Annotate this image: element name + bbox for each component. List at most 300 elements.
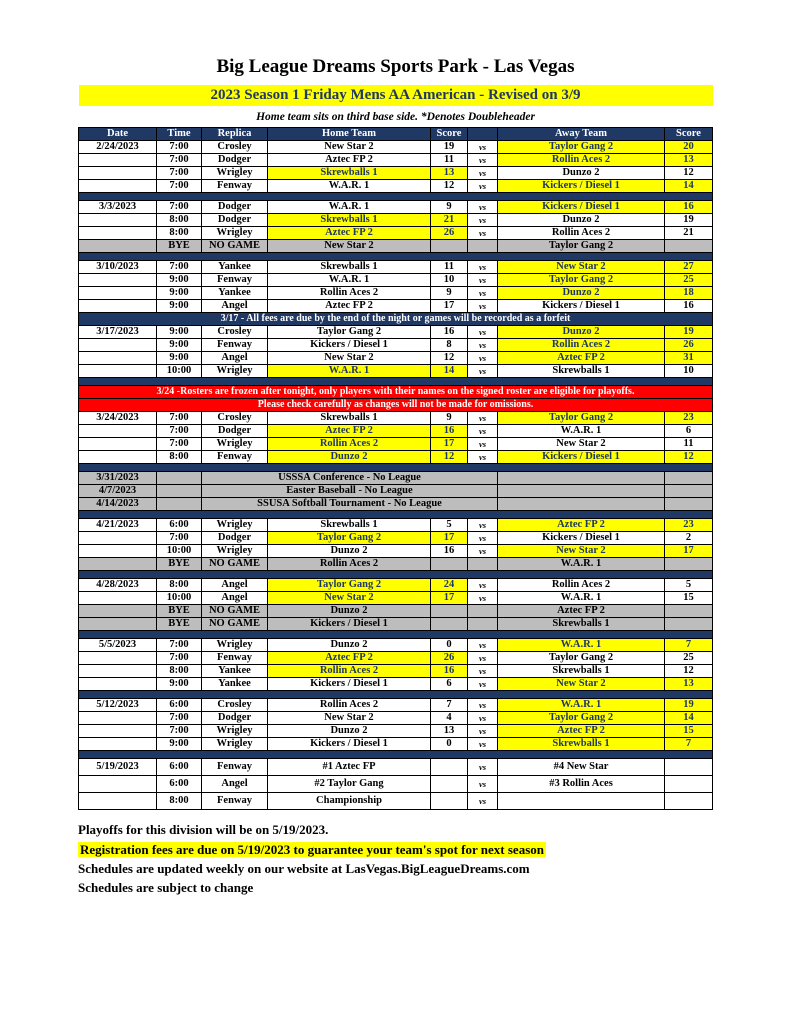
replica-cell: Wrigley xyxy=(202,725,268,738)
replica-cell: Wrigley xyxy=(202,365,268,378)
home-team-cell: Rollin Aces 2 xyxy=(268,287,431,300)
away-score-cell: 16 xyxy=(665,201,713,214)
away-score-cell xyxy=(665,618,713,631)
replica-cell: Dodger xyxy=(202,425,268,438)
game-row xyxy=(79,300,713,313)
replica-cell: Crosley xyxy=(202,412,268,425)
separator-row xyxy=(79,691,713,699)
game-row xyxy=(79,519,713,532)
schedule-table xyxy=(78,127,713,810)
home-score-cell: 13 xyxy=(431,167,468,180)
vs-label xyxy=(468,240,498,253)
away-team-cell: W.A.R. 1 xyxy=(498,699,665,712)
date-cell xyxy=(79,451,157,464)
time-cell: 7:00 xyxy=(157,712,202,725)
away-score-cell xyxy=(665,472,713,485)
game-row xyxy=(79,339,713,352)
date-cell xyxy=(79,558,157,571)
away-team-cell: Dunzo 2 xyxy=(498,326,665,339)
header-home-team: Home Team xyxy=(268,128,431,141)
replica-cell: Wrigley xyxy=(202,519,268,532)
away-score-cell: 26 xyxy=(665,339,713,352)
date-cell: 5/19/2023 xyxy=(79,759,157,776)
replica-cell: Crosley xyxy=(202,699,268,712)
time-cell: 7:00 xyxy=(157,438,202,451)
home-team-cell: Championship xyxy=(268,793,431,810)
section-divider xyxy=(79,464,713,472)
time-cell: 7:00 xyxy=(157,412,202,425)
away-team-cell xyxy=(498,472,665,485)
home-score-cell: 0 xyxy=(431,738,468,751)
home-score-cell: 11 xyxy=(431,261,468,274)
game-row xyxy=(79,154,713,167)
time-cell: 7:00 xyxy=(157,532,202,545)
vs-label: vs xyxy=(468,532,498,545)
date-cell xyxy=(79,725,157,738)
away-team-cell: Skrewballs 1 xyxy=(498,665,665,678)
replica-cell: Dodger xyxy=(202,201,268,214)
noleague-row xyxy=(79,485,713,498)
vs-label: vs xyxy=(468,154,498,167)
date-cell: 5/12/2023 xyxy=(79,699,157,712)
replica-cell: Crosley xyxy=(202,326,268,339)
game-row xyxy=(79,639,713,652)
replica-cell: Fenway xyxy=(202,180,268,193)
header-replica: Replica xyxy=(202,128,268,141)
date-cell: 2/24/2023 xyxy=(79,141,157,154)
time-cell: 8:00 xyxy=(157,227,202,240)
home-team-cell: Taylor Gang 2 xyxy=(268,326,431,339)
away-team-cell: Dunzo 2 xyxy=(498,214,665,227)
home-team-cell: Kickers / Diesel 1 xyxy=(268,618,431,631)
game-row xyxy=(79,227,713,240)
date-cell xyxy=(79,214,157,227)
home-team-cell: #1 Aztec FP xyxy=(268,759,431,776)
away-score-cell: 31 xyxy=(665,352,713,365)
playoff-row xyxy=(79,793,713,810)
time-cell: 7:00 xyxy=(157,154,202,167)
away-score-cell: 12 xyxy=(665,451,713,464)
home-score-cell: 26 xyxy=(431,652,468,665)
home-team-cell: Skrewballs 1 xyxy=(268,167,431,180)
vs-label: vs xyxy=(468,738,498,751)
away-team-cell: W.A.R. 1 xyxy=(498,592,665,605)
home-score-cell: 16 xyxy=(431,545,468,558)
season-banner: 2023 Season 1 Friday Mens AA American - Revised on 3/9 xyxy=(79,85,713,106)
vs-label: vs xyxy=(468,274,498,287)
home-team-cell: New Star 2 xyxy=(268,592,431,605)
away-team-cell: Taylor Gang 2 xyxy=(498,652,665,665)
time-cell: BYE xyxy=(157,605,202,618)
home-score-cell: 11 xyxy=(431,154,468,167)
separator-row xyxy=(79,193,713,201)
time-cell: 9:00 xyxy=(157,300,202,313)
away-team-cell: Taylor Gang 2 xyxy=(498,141,665,154)
header-vs-spacer xyxy=(468,128,498,141)
header-time: Time xyxy=(157,128,202,141)
away-team-cell: New Star 2 xyxy=(498,678,665,691)
game-row xyxy=(79,451,713,464)
time-cell: 10:00 xyxy=(157,545,202,558)
replica-cell: Yankee xyxy=(202,665,268,678)
time-cell: BYE xyxy=(157,240,202,253)
game-row xyxy=(79,167,713,180)
vs-label xyxy=(468,605,498,618)
vs-label: vs xyxy=(468,759,498,776)
game-row xyxy=(79,699,713,712)
schedule-table-body xyxy=(79,141,713,810)
date-cell: 4/21/2023 xyxy=(79,519,157,532)
away-score-cell: 11 xyxy=(665,438,713,451)
date-cell xyxy=(79,274,157,287)
date-cell xyxy=(79,180,157,193)
vs-label: vs xyxy=(468,519,498,532)
home-team-cell: Skrewballs 1 xyxy=(268,412,431,425)
home-score-cell: 16 xyxy=(431,665,468,678)
replica-cell: Angel xyxy=(202,592,268,605)
replica-cell: Yankee xyxy=(202,261,268,274)
replica-cell: Wrigley xyxy=(202,438,268,451)
home-team-cell: Kickers / Diesel 1 xyxy=(268,738,431,751)
section-divider xyxy=(79,193,713,201)
home-score-cell: 24 xyxy=(431,579,468,592)
game-row xyxy=(79,365,713,378)
home-score-cell xyxy=(431,605,468,618)
replica-cell: Wrigley xyxy=(202,227,268,240)
replica-cell: NO GAME xyxy=(202,605,268,618)
home-team-cell: Taylor Gang 2 xyxy=(268,532,431,545)
away-score-cell: 25 xyxy=(665,274,713,287)
vs-label: vs xyxy=(468,352,498,365)
replica-cell: Angel xyxy=(202,579,268,592)
home-team-cell: Skrewballs 1 xyxy=(268,214,431,227)
away-score-cell: 25 xyxy=(665,652,713,665)
away-team-cell: Dunzo 2 xyxy=(498,167,665,180)
time-cell: 9:00 xyxy=(157,678,202,691)
red-row xyxy=(79,399,713,412)
replica-cell: NO GAME xyxy=(202,240,268,253)
home-score-cell xyxy=(431,240,468,253)
home-team-cell: Kickers / Diesel 1 xyxy=(268,678,431,691)
away-team-cell: Kickers / Diesel 1 xyxy=(498,201,665,214)
home-team-cell: New Star 2 xyxy=(268,352,431,365)
header-date: Date xyxy=(79,128,157,141)
away-team-cell xyxy=(498,485,665,498)
vs-label: vs xyxy=(468,592,498,605)
time-cell: 7:00 xyxy=(157,725,202,738)
home-team-cell: Dunzo 2 xyxy=(268,725,431,738)
separator-row xyxy=(79,631,713,639)
subject-to-change-note: Schedules are subject to change xyxy=(78,880,254,895)
away-team-cell: Dunzo 2 xyxy=(498,287,665,300)
no-league-label: SSUSA Softball Tournament - No League xyxy=(202,498,498,511)
home-score-cell xyxy=(431,558,468,571)
replica-cell: Crosley xyxy=(202,141,268,154)
game-row xyxy=(79,712,713,725)
replica-cell: Fenway xyxy=(202,274,268,287)
replica-cell: Fenway xyxy=(202,652,268,665)
home-score-cell: 21 xyxy=(431,214,468,227)
away-team-cell: Taylor Gang 2 xyxy=(498,240,665,253)
date-cell xyxy=(79,287,157,300)
date-cell xyxy=(79,678,157,691)
home-score-cell: 0 xyxy=(431,639,468,652)
date-cell xyxy=(79,592,157,605)
time-cell: 8:00 xyxy=(157,665,202,678)
vs-label: vs xyxy=(468,180,498,193)
home-team-cell: W.A.R. 1 xyxy=(268,365,431,378)
away-score-cell: 15 xyxy=(665,592,713,605)
date-cell xyxy=(79,652,157,665)
home-team-note: Home team sits on third base side. *Denotes Doubleheader xyxy=(256,111,535,123)
vs-label: vs xyxy=(468,287,498,300)
replica-cell: Wrigley xyxy=(202,545,268,558)
away-score-cell: 21 xyxy=(665,227,713,240)
home-team-cell: Rollin Aces 2 xyxy=(268,665,431,678)
roster-freeze-banner: Please check carefully as changes will not be made for omissions. xyxy=(79,399,713,412)
away-team-cell: Skrewballs 1 xyxy=(498,618,665,631)
home-team-cell: New Star 2 xyxy=(268,712,431,725)
time-cell xyxy=(157,498,202,511)
away-score-cell: 13 xyxy=(665,154,713,167)
bye-row xyxy=(79,605,713,618)
replica-cell: Wrigley xyxy=(202,639,268,652)
away-team-cell: #4 New Star xyxy=(498,759,665,776)
game-row xyxy=(79,665,713,678)
replica-cell: Angel xyxy=(202,776,268,793)
replica-cell: Dodger xyxy=(202,214,268,227)
vs-label: vs xyxy=(468,227,498,240)
page-title: Big League Dreams Sports Park - Las Vegas xyxy=(216,56,575,77)
section-divider xyxy=(79,511,713,519)
roster-freeze-banner: 3/24 -Rosters are frozen after tonight, only players with their names on the signed roster are eligible for playoffs. xyxy=(79,386,713,399)
game-row xyxy=(79,287,713,300)
home-team-cell: Rollin Aces 2 xyxy=(268,438,431,451)
date-cell xyxy=(79,300,157,313)
game-row xyxy=(79,678,713,691)
time-cell: 7:00 xyxy=(157,180,202,193)
section-divider xyxy=(79,691,713,699)
time-cell: 6:00 xyxy=(157,759,202,776)
time-cell: 9:00 xyxy=(157,274,202,287)
replica-cell: Wrigley xyxy=(202,167,268,180)
away-team-cell: New Star 2 xyxy=(498,261,665,274)
home-team-cell: W.A.R. 1 xyxy=(268,180,431,193)
away-team-cell: Taylor Gang 2 xyxy=(498,712,665,725)
vs-label: vs xyxy=(468,141,498,154)
away-team-cell: Aztec FP 2 xyxy=(498,352,665,365)
away-score-cell: 16 xyxy=(665,300,713,313)
away-score-cell: 10 xyxy=(665,365,713,378)
date-cell: 4/7/2023 xyxy=(79,485,157,498)
bye-row xyxy=(79,240,713,253)
date-cell: 4/28/2023 xyxy=(79,579,157,592)
home-team-cell: Dunzo 2 xyxy=(268,605,431,618)
separator-row xyxy=(79,253,713,261)
away-team-cell: Aztec FP 2 xyxy=(498,605,665,618)
home-team-cell: Dunzo 2 xyxy=(268,451,431,464)
away-score-cell: 5 xyxy=(665,579,713,592)
home-score-cell: 17 xyxy=(431,592,468,605)
away-score-cell xyxy=(665,498,713,511)
away-score-cell xyxy=(665,776,713,793)
date-cell: 3/24/2023 xyxy=(79,412,157,425)
game-row xyxy=(79,412,713,425)
vs-label: vs xyxy=(468,412,498,425)
away-score-cell xyxy=(665,240,713,253)
home-team-cell: Aztec FP 2 xyxy=(268,154,431,167)
away-score-cell xyxy=(665,558,713,571)
vs-label: vs xyxy=(468,451,498,464)
away-team-cell: W.A.R. 1 xyxy=(498,558,665,571)
replica-cell: NO GAME xyxy=(202,558,268,571)
time-cell: 9:00 xyxy=(157,339,202,352)
game-row xyxy=(79,261,713,274)
separator-row xyxy=(79,571,713,579)
time-cell xyxy=(157,485,202,498)
bye-row xyxy=(79,558,713,571)
replica-cell: NO GAME xyxy=(202,618,268,631)
time-cell: BYE xyxy=(157,618,202,631)
away-score-cell: 19 xyxy=(665,699,713,712)
away-score-cell: 14 xyxy=(665,712,713,725)
section-divider xyxy=(79,253,713,261)
away-team-cell xyxy=(498,793,665,810)
replica-cell: Angel xyxy=(202,352,268,365)
home-team-cell: Rollin Aces 2 xyxy=(268,699,431,712)
away-team-cell: Rollin Aces 2 xyxy=(498,227,665,240)
time-cell: 6:00 xyxy=(157,776,202,793)
home-score-cell: 17 xyxy=(431,438,468,451)
date-cell xyxy=(79,352,157,365)
fees-due-note: 3/17 - All fees are due by the end of the night or games will be recorded as a forfeit xyxy=(79,313,713,326)
away-team-cell: Rollin Aces 2 xyxy=(498,339,665,352)
time-cell: 7:00 xyxy=(157,652,202,665)
home-score-cell: 16 xyxy=(431,425,468,438)
away-team-cell: Taylor Gang 2 xyxy=(498,274,665,287)
section-divider xyxy=(79,571,713,579)
date-cell xyxy=(79,227,157,240)
time-cell xyxy=(157,472,202,485)
time-cell: 6:00 xyxy=(157,519,202,532)
vs-label: vs xyxy=(468,579,498,592)
date-cell: 5/5/2023 xyxy=(79,639,157,652)
home-team-cell: #2 Taylor Gang xyxy=(268,776,431,793)
away-score-cell: 14 xyxy=(665,180,713,193)
date-cell xyxy=(79,365,157,378)
game-row xyxy=(79,738,713,751)
date-cell xyxy=(79,545,157,558)
away-team-cell: W.A.R. 1 xyxy=(498,425,665,438)
away-score-cell: 12 xyxy=(665,665,713,678)
away-score-cell: 19 xyxy=(665,214,713,227)
vs-label: vs xyxy=(468,261,498,274)
time-cell: 7:00 xyxy=(157,201,202,214)
away-team-cell: New Star 2 xyxy=(498,545,665,558)
date-cell xyxy=(79,425,157,438)
vs-label: vs xyxy=(468,425,498,438)
vs-label xyxy=(468,618,498,631)
date-cell xyxy=(79,532,157,545)
home-score-cell: 9 xyxy=(431,412,468,425)
time-cell: 7:00 xyxy=(157,425,202,438)
section-divider xyxy=(79,751,713,759)
away-team-cell: Aztec FP 2 xyxy=(498,519,665,532)
time-cell: 8:00 xyxy=(157,451,202,464)
replica-cell: Fenway xyxy=(202,451,268,464)
replica-cell: Dodger xyxy=(202,532,268,545)
replica-cell: Wrigley xyxy=(202,738,268,751)
away-team-cell: Kickers / Diesel 1 xyxy=(498,180,665,193)
vs-label: vs xyxy=(468,712,498,725)
time-cell: 10:00 xyxy=(157,592,202,605)
replica-cell: Yankee xyxy=(202,678,268,691)
date-cell: 3/17/2023 xyxy=(79,326,157,339)
home-team-cell: Skrewballs 1 xyxy=(268,519,431,532)
away-score-cell: 6 xyxy=(665,425,713,438)
red-row xyxy=(79,386,713,399)
date-cell xyxy=(79,618,157,631)
vs-label xyxy=(468,558,498,571)
home-score-cell: 5 xyxy=(431,519,468,532)
home-score-cell: 8 xyxy=(431,339,468,352)
vs-label: vs xyxy=(468,167,498,180)
separator-row xyxy=(79,511,713,519)
time-cell: 7:00 xyxy=(157,639,202,652)
time-cell: 9:00 xyxy=(157,352,202,365)
home-score-cell xyxy=(431,793,468,810)
vs-label: vs xyxy=(468,201,498,214)
away-team-cell: Skrewballs 1 xyxy=(498,365,665,378)
game-row xyxy=(79,545,713,558)
home-score-cell: 7 xyxy=(431,699,468,712)
home-team-cell: W.A.R. 1 xyxy=(268,274,431,287)
date-cell xyxy=(79,738,157,751)
date-cell xyxy=(79,793,157,810)
noleague-row xyxy=(79,498,713,511)
away-score-cell xyxy=(665,605,713,618)
date-cell xyxy=(79,339,157,352)
time-cell: 7:00 xyxy=(157,141,202,154)
replica-cell: Fenway xyxy=(202,339,268,352)
home-score-cell: 14 xyxy=(431,365,468,378)
registration-fees-note: Registration fees are due on 5/19/2023 to guarantee your team's spot for next season xyxy=(80,842,544,857)
vs-label: vs xyxy=(468,665,498,678)
away-score-cell: 20 xyxy=(665,141,713,154)
separator-row xyxy=(79,378,713,386)
away-team-cell: New Star 2 xyxy=(498,438,665,451)
away-score-cell: 18 xyxy=(665,287,713,300)
date-cell xyxy=(79,712,157,725)
home-score-cell: 19 xyxy=(431,141,468,154)
time-cell: 8:00 xyxy=(157,214,202,227)
vs-label: vs xyxy=(468,793,498,810)
date-cell xyxy=(79,438,157,451)
home-score-cell: 12 xyxy=(431,180,468,193)
away-score-cell: 23 xyxy=(665,412,713,425)
vs-label: vs xyxy=(468,365,498,378)
replica-cell: Fenway xyxy=(202,793,268,810)
note-row xyxy=(79,313,713,326)
header-away-score: Score xyxy=(665,128,713,141)
time-cell: BYE xyxy=(157,558,202,571)
home-team-cell: Dunzo 2 xyxy=(268,639,431,652)
home-team-cell: Aztec FP 2 xyxy=(268,652,431,665)
vs-label: vs xyxy=(468,652,498,665)
separator-row xyxy=(79,464,713,472)
away-score-cell: 19 xyxy=(665,326,713,339)
game-row xyxy=(79,425,713,438)
